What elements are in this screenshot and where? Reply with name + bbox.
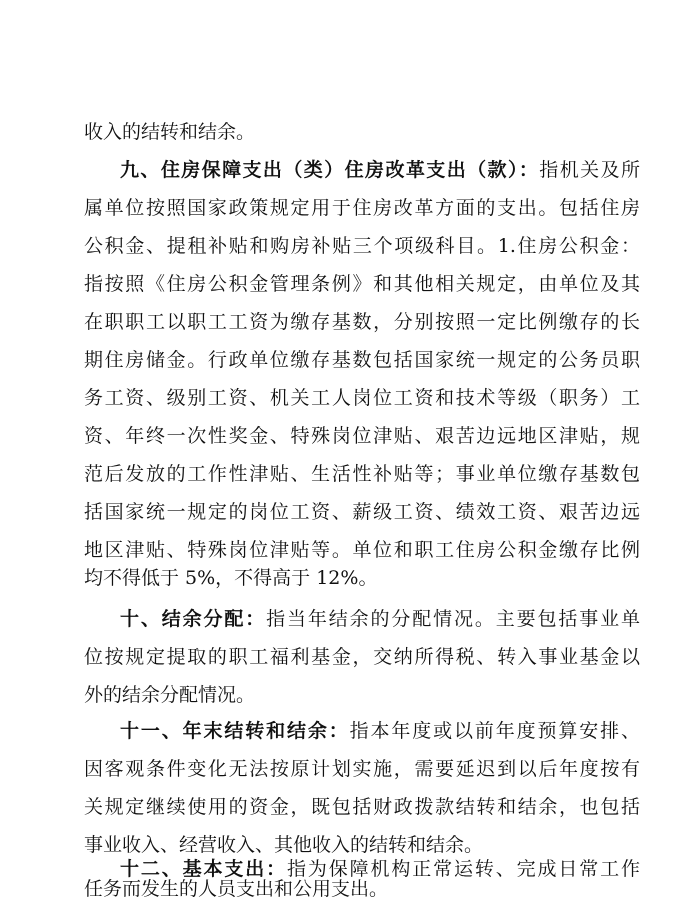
text-line: 在职职工以职工工资为缴存基数，分别按照一定比例缴存的长 [84,311,640,333]
text-line: 指按照《住房公积金管理条例》和其他相关规定，由单位及其 [84,273,640,295]
heading-surplus-distribution: 十、结余分配： [120,608,267,630]
text-line: 因客观条件变化无法按原计划实施，需要延迟到以后年度按有 [84,758,640,780]
paragraph-9-first-line [120,155,640,185]
heading-housing-expenditure: 九、住房保障支出（类）住房改革支出（款）： [120,159,540,181]
text-line: 范后发放的工作性津贴、生活性补贴等；事业单位缴存基数包 [84,463,640,485]
text-line: 外的结余分配情况。 [84,684,256,706]
text-line: 均不得低于 5%，不得高于 12%。 [84,567,378,589]
heading-basic-expenditure: 十二、基本支出： [120,858,287,880]
text-line: 括国家统一规定的岗位工资、薪级工资、绩效工资、艰苦边远 [84,501,640,523]
text-line: 务工资、级别工资、机关工人岗位工资和技术等级（职务）工 [84,387,640,409]
paragraph-text: 指当年结余的分配情况。主要包括事业单 [266,608,640,630]
text-line: 事业收入、经营收入、其他收入的结转和结余。 [84,834,484,856]
paragraph-text: 指为保障机构正常运转、完成日常工作 [287,858,640,880]
text-line: 任务而发生的人员支出和公用支出。 [84,878,389,900]
heading-year-end-carryover: 十一、年末结转和结余： [120,720,350,742]
text-line: 公积金、提租补贴和购房补贴三个项级科目。1.住房公积金： [84,235,640,257]
text-line: 位按规定提取的职工福利基金，交纳所得税、转入事业基金以 [84,646,640,668]
paragraph-10-first-line [120,604,640,634]
paragraph-text: 指本年度或以前年度预算安排、 [349,720,640,742]
text-line: 关规定继续使用的资金，既包括财政拨款结转和结余，也包括 [84,796,640,818]
text-line: 资、年终一次性奖金、特殊岗位津贴、艰苦边远地区津贴，规 [84,425,640,447]
text-line: 期住房储金。行政单位缴存基数包括国家统一规定的公务员职 [84,349,640,371]
text-line: 属单位按照国家政策规定用于住房改革方面的支出。包括住房 [84,197,640,219]
text-line: 收入的结转和结余。 [84,121,256,143]
paragraph-text: 指机关及所 [539,159,640,181]
paragraph-11-first-line [120,716,640,746]
text-line: 地区津贴、特殊岗位津贴等。单位和职工住房公积金缴存比例 [84,539,640,561]
